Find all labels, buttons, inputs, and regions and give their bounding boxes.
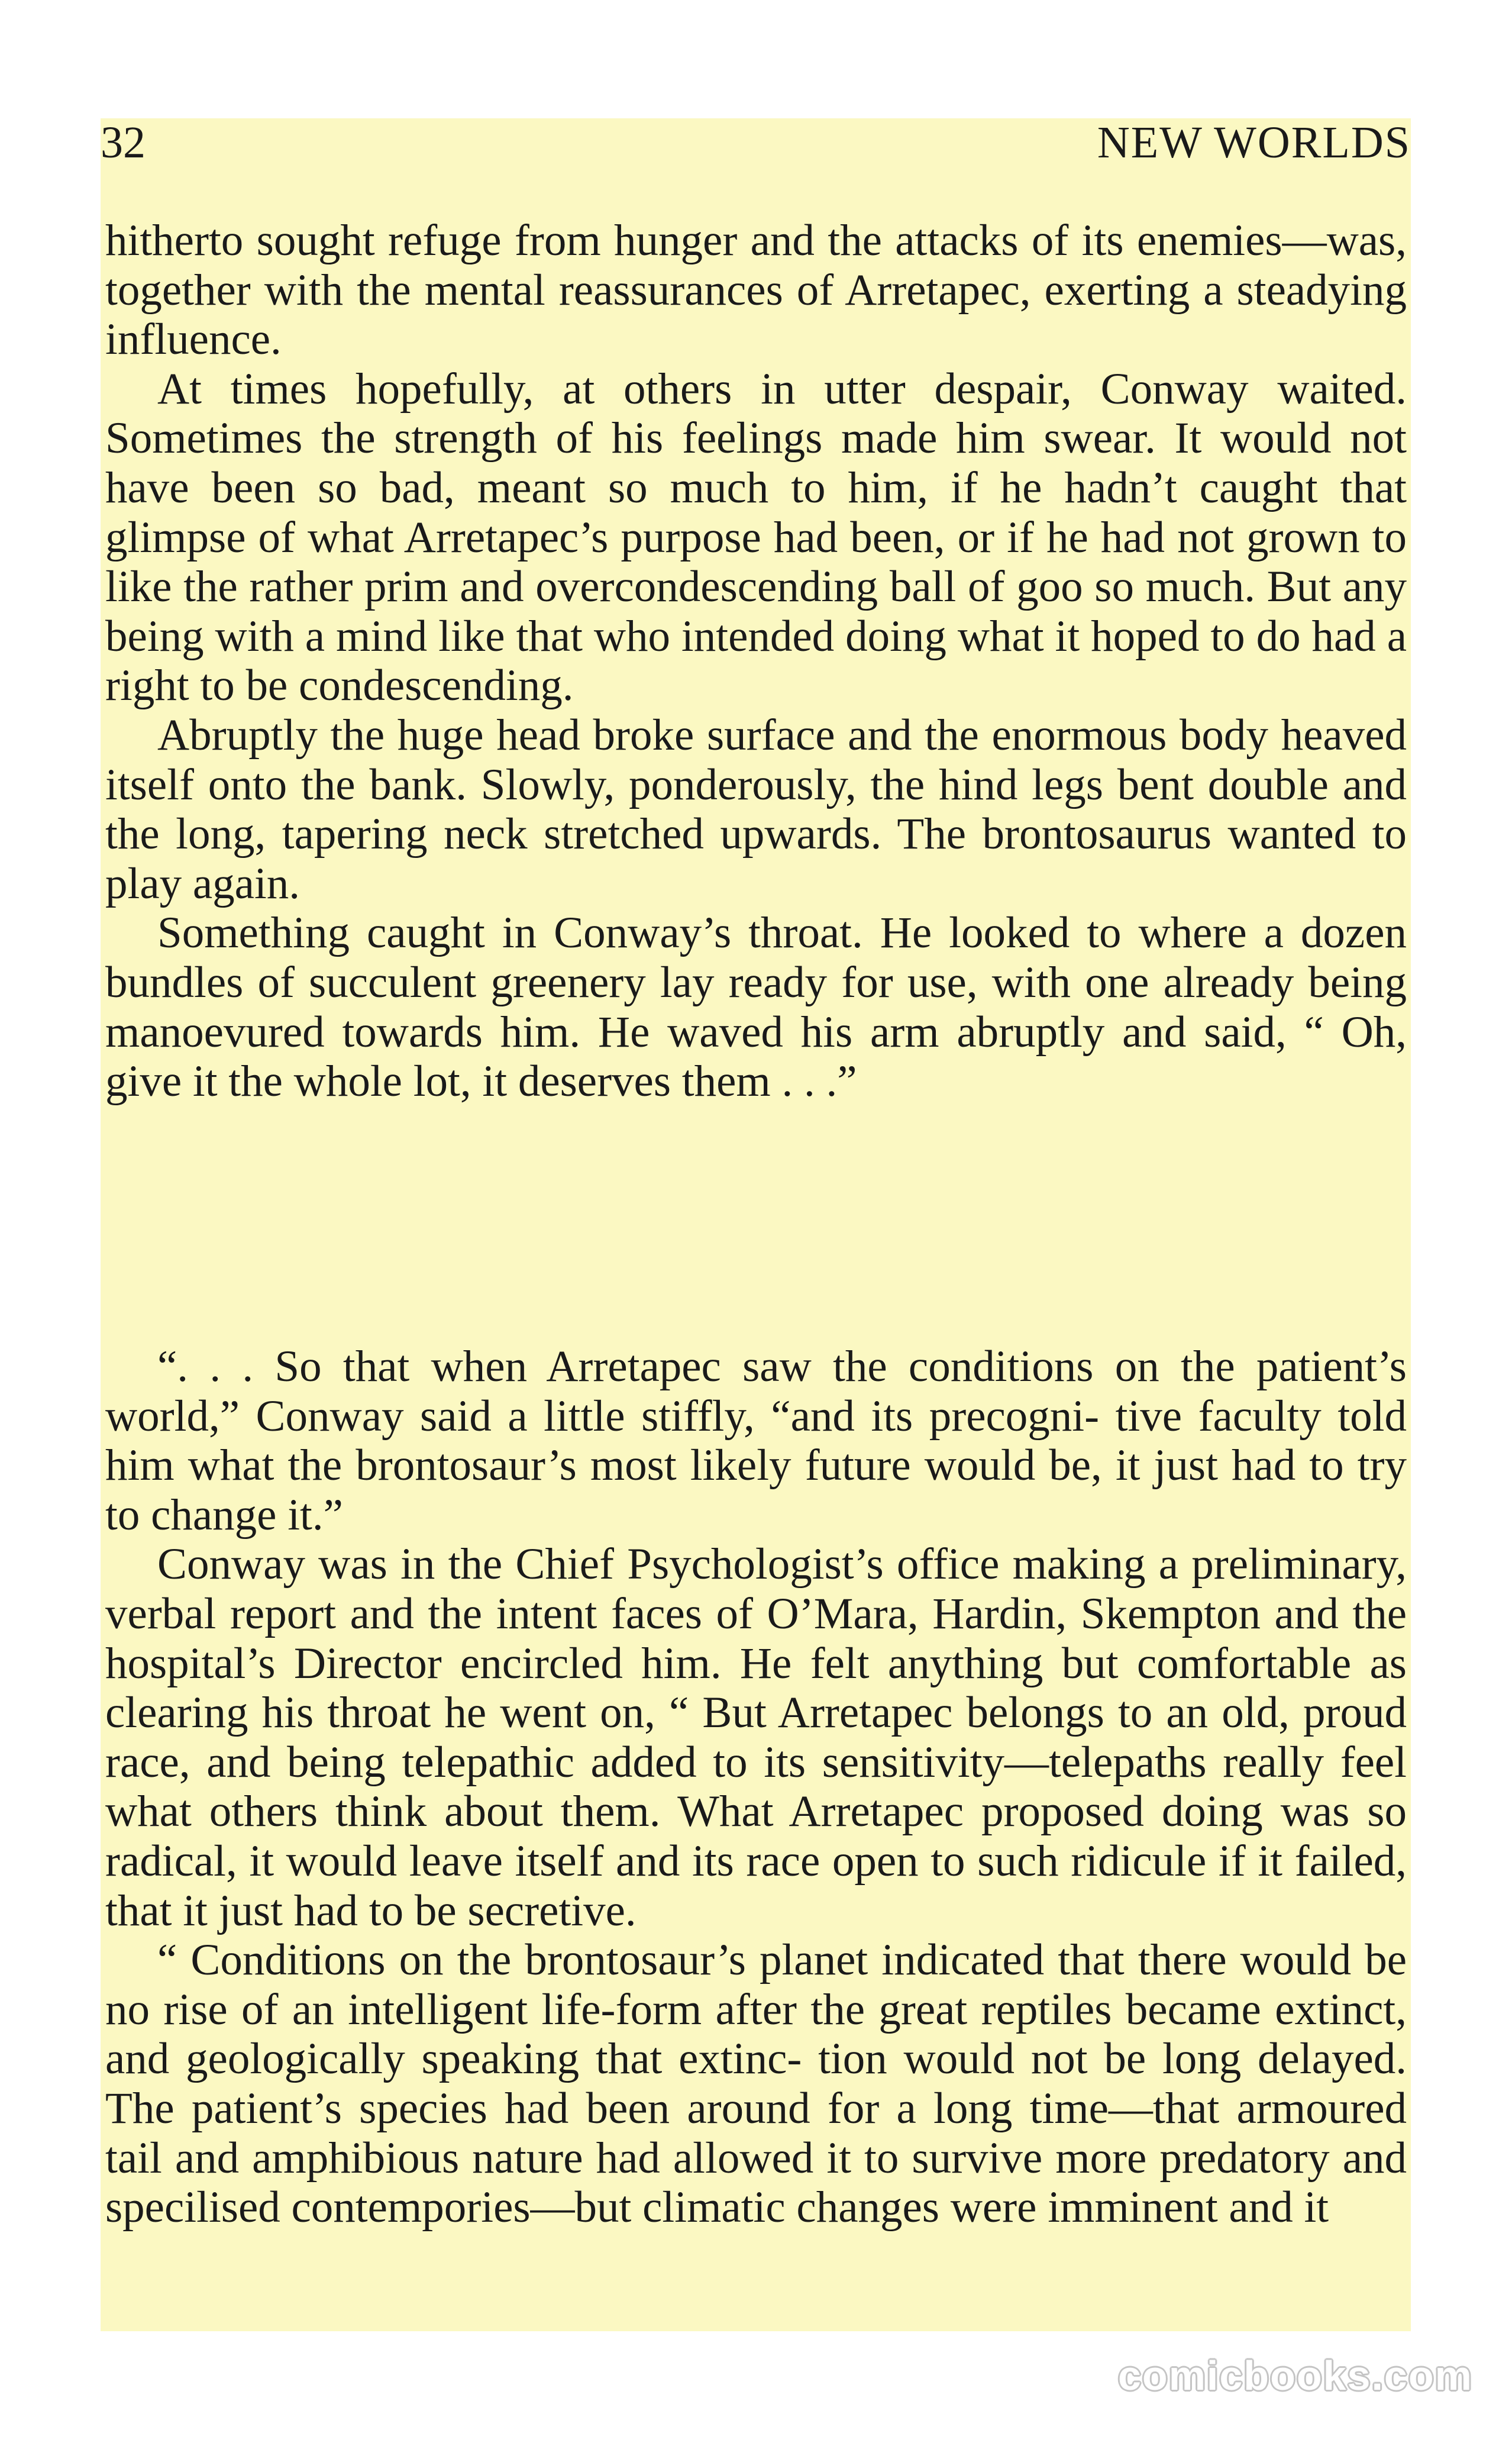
site-watermark: comicbooks.com (1118, 2353, 1473, 2399)
story-text-section-one (105, 216, 1407, 1106)
paragraph: Abruptly the huge head broke surface and the enormous body heaved itself onto the bank. Slowly, ponderously, the hind legs bent double and the long, tapering neck stretched upwards. The brontosaurus wanted to play again. (105, 710, 1407, 908)
paragraph: hitherto sought refuge from hunger and the attacks of its enemies—was, together with the mental reassurances of Arretapec, exerting a steadying influence. (105, 216, 1407, 364)
paragraph: At times hopefully, at others in utter despair, Conway waited. Sometimes the strength of his feelings made him swear. It would not have been so bad, meant so much to him, if he hadn’t caught that glimpse of what Arretapec’s purpose had been, or if he had not grown to like the rather prim and overcondescending ball of goo so much. But any being with a mind like that who intended doing what it hoped to do had a right to be condescending. (105, 364, 1407, 711)
paragraph: Conway was in the Chief Psychologist’s office making a preliminary, verbal report and the intent faces of O’Mara, Hardin, Skempton and the hospital’s Director encircled him. He felt anything but comfortable as clearing his throat he went on, “ But Arretapec belongs to an old, proud race, and being telepathic added to its sensitivity—telepaths really feel what others think about them. What Arretapec proposed doing was so radical, it would leave itself and its race open to such ridicule if it failed, that it just had to be secretive. (105, 1540, 1407, 1935)
page-number: 32 (101, 118, 146, 167)
paragraph: “ Conditions on the brontosaur’s planet indicated that there would be no rise of an intelligent life-form after the great reptiles became extinct, and geologically speaking that extinc- tion would not be long delayed. The patient’s species had been around for a long time—that armoured tail and amphibious nature had allowed it to survive more predatory and specilised contempories—but climatic changes were imminent and it (105, 1935, 1407, 2232)
paragraph: Something caught in Conway’s throat. He looked to where a dozen bundles of succulent greenery lay ready for use, with one already being manoevured towards him. He waved his arm abruptly and said, “ Oh, give it the whole lot, it deserves them . . .” (105, 908, 1407, 1106)
story-text-section-two (105, 1342, 1407, 2232)
journal-title: NEW WORLDS (1097, 118, 1411, 167)
running-head (101, 116, 1411, 169)
paragraph: “. . . So that when Arretapec saw the conditions on the patient’s world,” Conway said a little stiffly, “and its precogni- tive faculty told him what the brontosaur’s most likely future would be, it just had to try to change it.” (105, 1342, 1407, 1540)
